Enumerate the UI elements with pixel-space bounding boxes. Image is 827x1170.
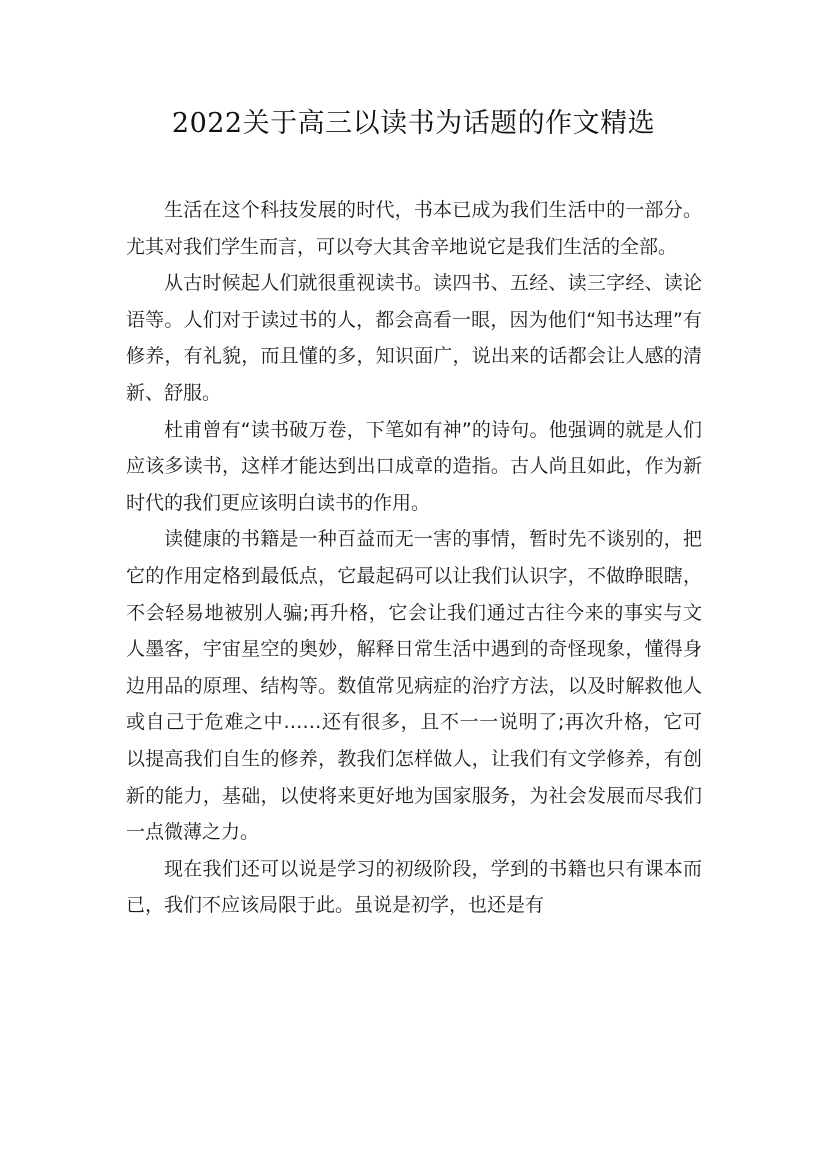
paragraph: 生活在这个科技发展的时代，书本已成为我们生活中的一部分。尤其对我们学生而言，可以夸大其舍辛地说它是我们生活的全部。 [126,199,702,258]
paragraph: 从古时候起人们就很重视读书。读四书、五经、读三字经、读论语等。人们对于读过书的人，都会高看一眼，因为他们“知书达理”有修养，有礼貌，而且懂的多，知识面广，说出来的话都会让人感的清新、舒服。 [126,272,702,404]
paragraph: 杜甫曾有“读书破万卷，下笔如有神”的诗句。他强调的就是人们应该多读书，这样才能达到出口成章的造指。古人尚且如此，作为新时代的我们更应该明白读书的作用。 [126,418,702,514]
document-body [126,192,702,924]
paragraph: 读健康的书籍是一种百益而无一害的事情，暂时先不谈别的，把它的作用定格到最低点，它最起码可以让我们认识字，不做睁眼瞎，不会轻易地被别人骗;再升格，它会让我们通过古往今来的事实与文人墨客，宇宙星空的奥妙，解释日常生活中遇到的奇怪现象，懂得身边用品的原理、结构等。数值常见病症的治疗方法，以及时解救他人或自己于危难之中……还有很多，且不一一说明了;再次升格，它可以提高我们自生的修养，教我们怎样做人，让我们有文学修养，有创新的能力，基础，以使将来更好地为国家服务，为社会发展而尽我们一点微薄之力。 [126,528,702,844]
document-title: 2022关于高三以读书为话题的作文精选 [171,108,656,139]
paragraph: 现在我们还可以说是学习的初级阶段，学到的书籍也只有课本而已，我们不应该局限于此。虽说是初学，也还是有 [126,857,702,917]
